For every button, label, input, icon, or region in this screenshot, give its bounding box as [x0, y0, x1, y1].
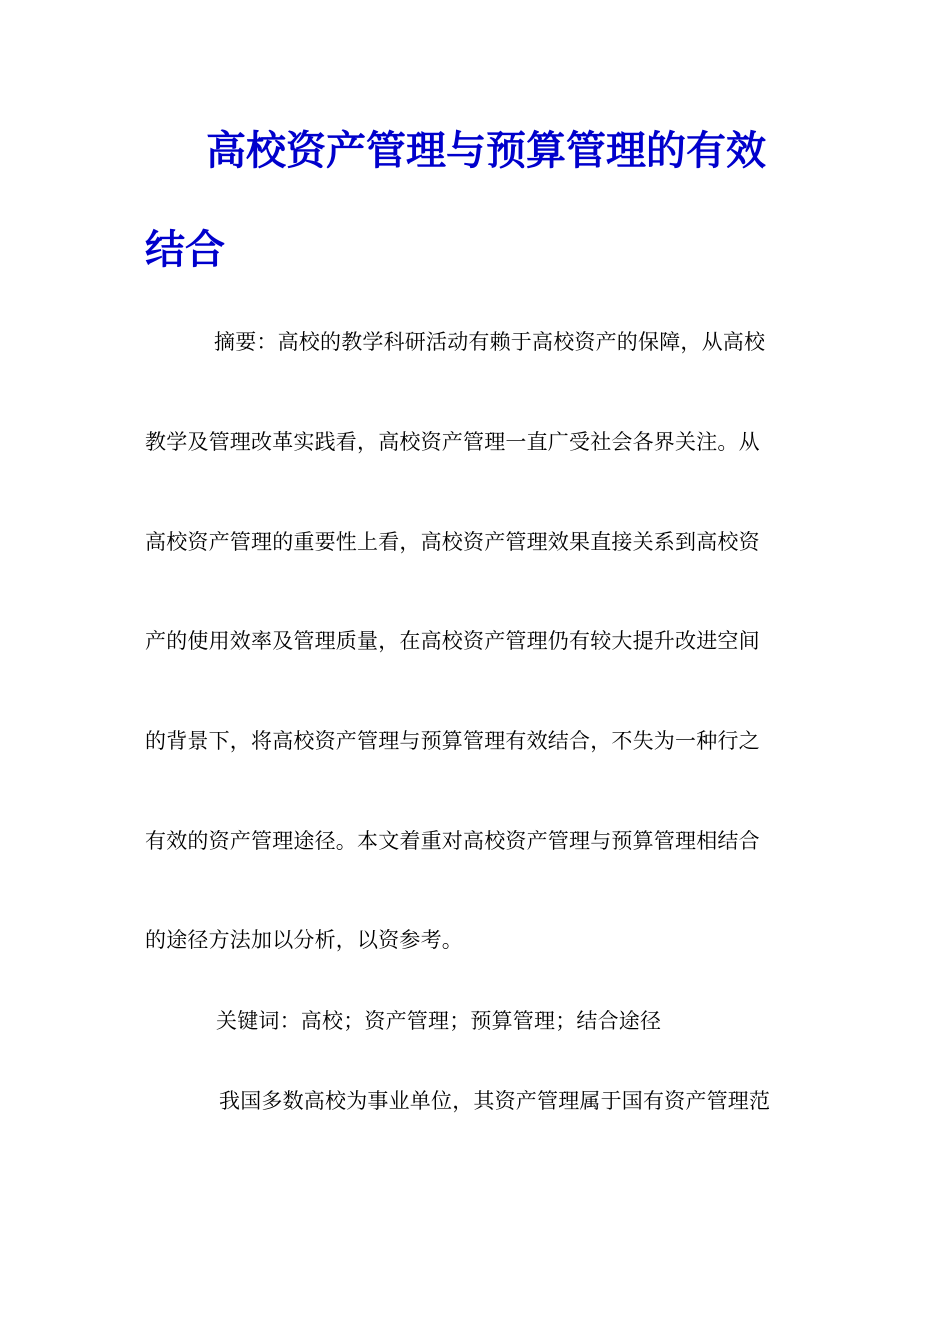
abstract-line-5: 的背景下，将高校资产管理与预算管理有效结合，不失为一种行之	[145, 729, 760, 753]
keywords-line: 关键词：高校；资产管理；预算管理；结合途径	[216, 1009, 662, 1033]
abstract-line-2: 教学及管理改革实践看，高校资产管理一直广受社会各界关注。从	[145, 430, 760, 454]
document-title-line-1: 高校资产管理与预算管理的有效	[206, 127, 766, 174]
abstract-line-4: 产的使用效率及管理质量，在高校资产管理仍有较大提升改进空间	[145, 629, 760, 653]
abstract-line-6: 有效的资产管理途径。本文着重对高校资产管理与预算管理相结合	[145, 829, 760, 853]
body-paragraph-line-1: 我国多数高校为事业单位，其资产管理属于国有资产管理范	[219, 1089, 771, 1113]
abstract-line-3: 高校资产管理的重要性上看，高校资产管理效果直接关系到高校资	[145, 530, 760, 554]
abstract-line-7: 的途径方法加以分析，以资参考。	[145, 928, 463, 952]
abstract-line-1: 摘要：高校的教学科研活动有赖于高校资产的保障，从高校	[214, 330, 766, 354]
document-title-line-2: 结合	[145, 226, 225, 273]
